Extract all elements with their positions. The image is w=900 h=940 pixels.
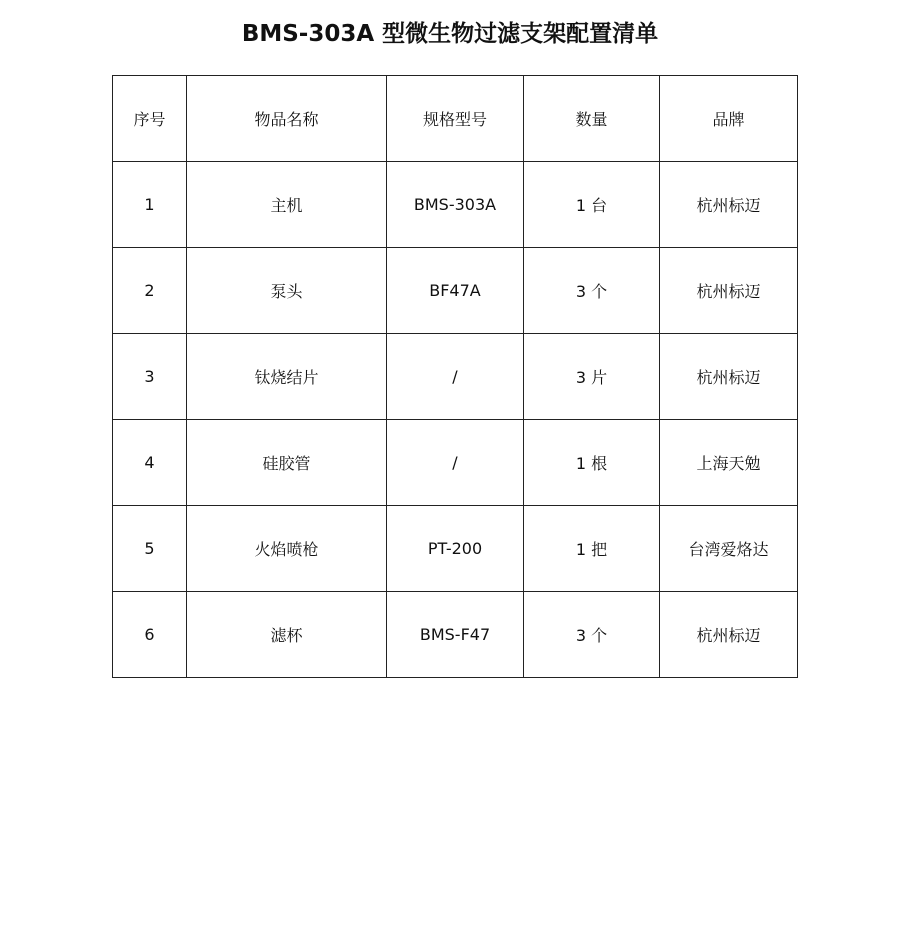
header-quantity: 数量 xyxy=(524,76,660,162)
cell-brand: 上海天勉 xyxy=(660,420,798,506)
table-row xyxy=(113,162,798,248)
cell-index: 4 xyxy=(113,420,187,506)
cell-spec-model: BMS-F47 xyxy=(387,592,524,678)
header-index: 序号 xyxy=(113,76,187,162)
cell-item-name: 泵头 xyxy=(187,248,387,334)
cell-item-name: 火焰喷枪 xyxy=(187,506,387,592)
cell-spec-model: / xyxy=(387,420,524,506)
table-row xyxy=(113,248,798,334)
cell-item-name: 滤杯 xyxy=(187,592,387,678)
cell-quantity: 1 把 xyxy=(524,506,660,592)
cell-index: 6 xyxy=(113,592,187,678)
cell-quantity: 1 根 xyxy=(524,420,660,506)
cell-spec-model: PT-200 xyxy=(387,506,524,592)
cell-index: 5 xyxy=(113,506,187,592)
cell-index: 3 xyxy=(113,334,187,420)
cell-spec-model: / xyxy=(387,334,524,420)
cell-brand: 杭州标迈 xyxy=(660,162,798,248)
cell-brand: 台湾爱烙达 xyxy=(660,506,798,592)
cell-item-name: 硅胶管 xyxy=(187,420,387,506)
header-brand: 品牌 xyxy=(660,76,798,162)
cell-index: 1 xyxy=(113,162,187,248)
cell-quantity: 3 个 xyxy=(524,248,660,334)
table-header-row xyxy=(113,76,798,162)
cell-item-name: 钛烧结片 xyxy=(187,334,387,420)
cell-brand: 杭州标迈 xyxy=(660,248,798,334)
cell-brand: 杭州标迈 xyxy=(660,592,798,678)
cell-brand: 杭州标迈 xyxy=(660,334,798,420)
cell-spec-model: BF47A xyxy=(387,248,524,334)
cell-item-name: 主机 xyxy=(187,162,387,248)
cell-index: 2 xyxy=(113,248,187,334)
header-item-name: 物品名称 xyxy=(187,76,387,162)
table-row xyxy=(113,592,798,678)
table-row xyxy=(113,334,798,420)
cell-spec-model: BMS-303A xyxy=(387,162,524,248)
cell-quantity: 3 片 xyxy=(524,334,660,420)
cell-quantity: 1 台 xyxy=(524,162,660,248)
table-row xyxy=(113,420,798,506)
header-spec-model: 规格型号 xyxy=(387,76,524,162)
configuration-table xyxy=(112,75,798,678)
table-row xyxy=(113,506,798,592)
cell-quantity: 3 个 xyxy=(524,592,660,678)
page-title: BMS-303A 型微生物过滤支架配置清单 xyxy=(241,21,659,47)
